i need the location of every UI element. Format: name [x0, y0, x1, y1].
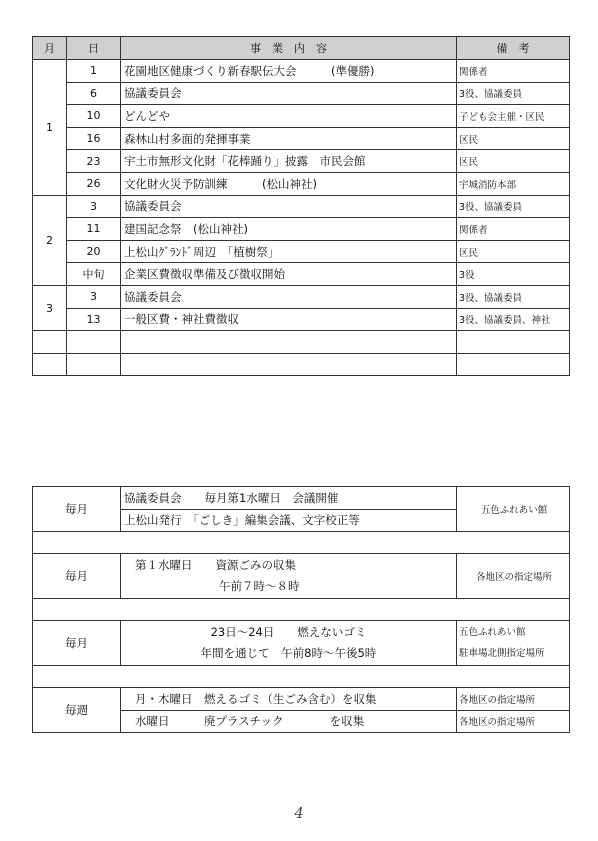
remark-cell: 区民 — [457, 240, 570, 263]
remark-cell: 宇城消防本部 — [457, 172, 570, 195]
empty-cell — [457, 353, 570, 376]
regular-block-row — [33, 554, 570, 599]
remark-cell: 関係者 — [457, 218, 570, 241]
event-cell: 一般区費・神社費徴収 — [121, 308, 457, 331]
table-row — [33, 60, 570, 83]
event-cell: どんどや — [121, 105, 457, 128]
frequency-label: 毎週 — [33, 688, 121, 733]
month-cell: 2 — [33, 195, 67, 285]
table-row — [33, 263, 570, 286]
day-cell: 1 — [67, 60, 121, 83]
table-row — [33, 150, 570, 173]
regular-event-line: 水曜日 廃プラスチック を収集 — [121, 710, 457, 733]
empty-cell — [121, 353, 457, 376]
empty-cell — [33, 353, 67, 376]
regular-event-cell — [121, 621, 457, 666]
table-row — [33, 82, 570, 105]
remark-cell: 3役、協議委員、神社 — [457, 308, 570, 331]
remark-cell: 3役 — [457, 263, 570, 286]
remark-cell: 3役、協議委員 — [457, 285, 570, 308]
gap-row — [33, 666, 570, 688]
regular-event-line: 第１水曜日 資源ごみの収集 — [135, 558, 296, 572]
header-event: 事 業 内 容 — [121, 37, 457, 60]
remark-cell: 区民 — [457, 127, 570, 150]
location-note-cell — [457, 621, 570, 666]
regular-event-cell — [121, 554, 457, 599]
remark-cell: 3役、協議委員 — [457, 82, 570, 105]
regular-event-line: 23日～24日 燃えないゴミ — [210, 625, 367, 639]
day-cell: 中旬 — [67, 263, 121, 286]
table-row — [33, 308, 570, 331]
empty-row — [33, 353, 570, 376]
event-cell: 協議委員会 — [121, 285, 457, 308]
event-cell: 建国記念祭 (松山神社) — [121, 218, 457, 241]
annual-schedule-table — [32, 36, 570, 376]
event-cell: 花園地区健康づくり新春駅伝大会 (準優勝) — [121, 60, 457, 83]
day-cell: 26 — [67, 172, 121, 195]
gap-cell — [33, 666, 570, 688]
header-month: 月 — [33, 37, 67, 60]
empty-cell — [67, 353, 121, 376]
day-cell: 13 — [67, 308, 121, 331]
regular-block-row — [33, 487, 570, 510]
frequency-label: 毎月 — [33, 554, 121, 599]
remark-cell: 関係者 — [457, 60, 570, 83]
event-cell: 文化財火災予防訓練 (松山神社) — [121, 172, 457, 195]
day-cell: 23 — [67, 150, 121, 173]
remark-cell: 子ども会主催・区民 — [457, 105, 570, 128]
table-row — [33, 285, 570, 308]
regular-event-line: 年間を通じて 午前8時～午後5時 — [200, 646, 377, 660]
day-cell: 3 — [67, 285, 121, 308]
month-cell: 1 — [33, 60, 67, 196]
day-cell: 11 — [67, 218, 121, 241]
event-cell: 宇土市無形文化財「花棒踊り」披露 市民会館 — [121, 150, 457, 173]
regular-schedule-table — [32, 486, 570, 733]
event-cell: 協議委員会 — [121, 195, 457, 218]
header-row — [33, 37, 570, 60]
header-remarks: 備 考 — [457, 37, 570, 60]
empty-cell — [457, 331, 570, 354]
event-cell: 上松山ｸﾞﾗﾝﾄﾞ周辺 「植樹祭」 — [121, 240, 457, 263]
page-number: 4 — [294, 804, 304, 822]
location-note: 五色ふれあい館 — [457, 487, 570, 532]
regular-block-row — [33, 621, 570, 666]
location-note: 各地区の指定場所 — [457, 554, 570, 599]
day-cell: 16 — [67, 127, 121, 150]
month-cell: 3 — [33, 285, 67, 330]
header-day: 日 — [67, 37, 121, 60]
day-cell: 3 — [67, 195, 121, 218]
regular-event-line: 上松山発行 「ごしき」編集会議、文字校正等 — [121, 509, 457, 532]
remark-cell: 3役、協議委員 — [457, 195, 570, 218]
table-row — [33, 127, 570, 150]
table-row — [33, 218, 570, 241]
empty-cell — [67, 331, 121, 354]
empty-row — [33, 331, 570, 354]
regular-block-row — [33, 688, 570, 711]
location-note: 各地区の指定場所 — [457, 710, 570, 733]
gap-cell — [33, 599, 570, 621]
event-cell: 企業区費徴収準備及び徴収開始 — [121, 263, 457, 286]
table-row — [33, 195, 570, 218]
day-cell: 20 — [67, 240, 121, 263]
frequency-label: 毎月 — [33, 621, 121, 666]
gap-row — [33, 599, 570, 621]
location-note: 五色ふれあい館 — [459, 627, 526, 638]
day-cell: 10 — [67, 105, 121, 128]
event-cell: 協議委員会 — [121, 82, 457, 105]
frequency-label: 毎月 — [33, 487, 121, 532]
event-cell: 森林山村多面的発揮事業 — [121, 127, 457, 150]
empty-cell — [33, 331, 67, 354]
location-note: 各地区の指定場所 — [457, 688, 570, 711]
remark-cell: 区民 — [457, 150, 570, 173]
gap-cell — [33, 532, 570, 554]
day-cell: 6 — [67, 82, 121, 105]
location-note: 駐車場北側指定場所 — [459, 648, 545, 659]
table-row — [33, 240, 570, 263]
table-row — [33, 105, 570, 128]
table-row — [33, 172, 570, 195]
regular-event-line: 協議委員会 毎月第1水曜日 会議開催 — [121, 487, 457, 510]
regular-event-line: 午前７時～８時 — [219, 579, 300, 593]
empty-cell — [121, 331, 457, 354]
regular-event-line: 月・木曜日 燃えるゴミ（生ごみ含む）を収集 — [121, 688, 457, 711]
gap-row — [33, 532, 570, 554]
